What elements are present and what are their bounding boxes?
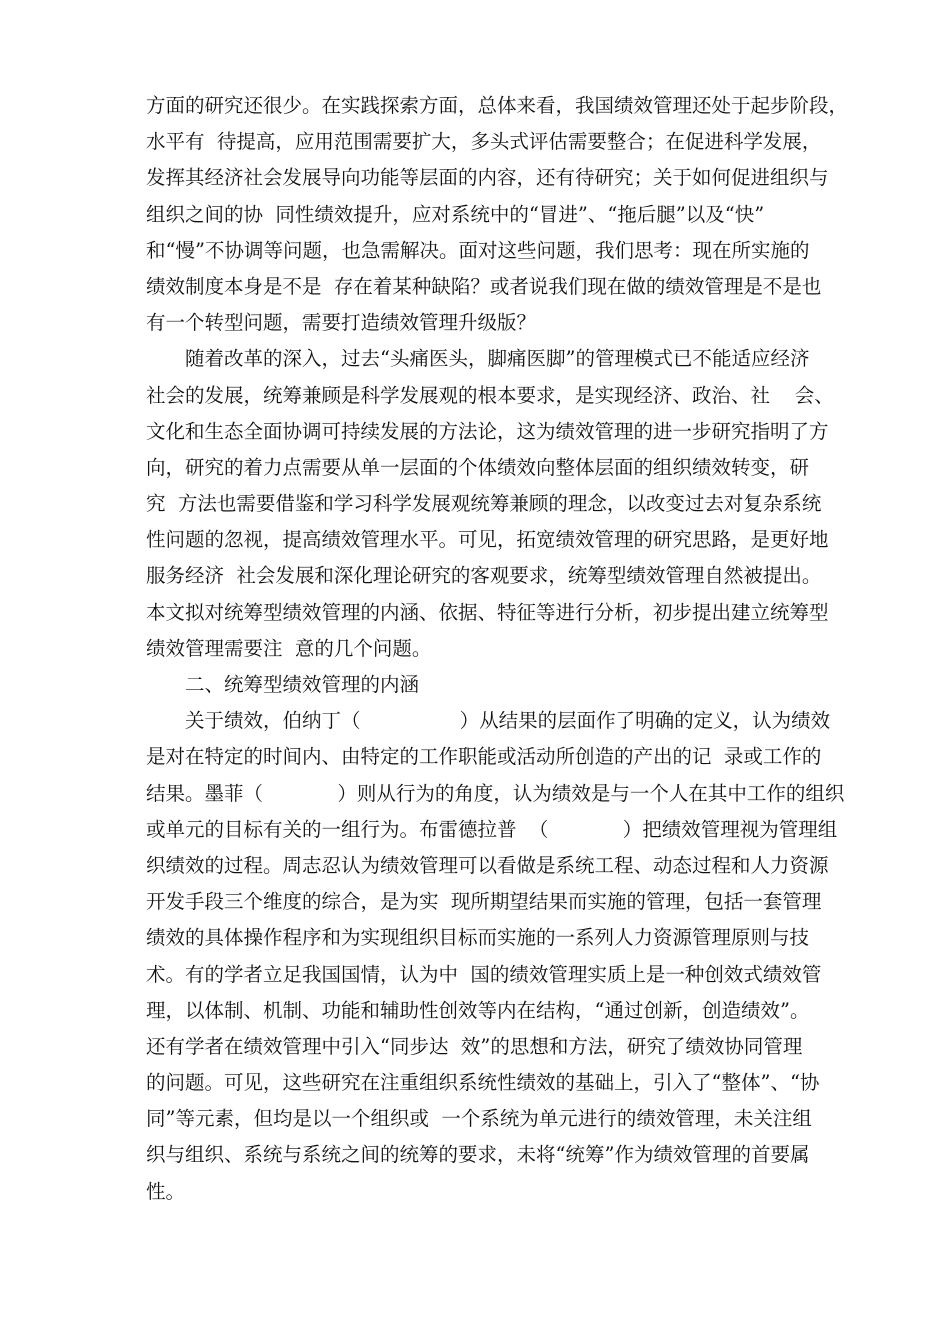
text-line: 还有学者在绩效管理中引入“同步达 效”的思想和方法，研究了绩效协同管理 [146,1034,803,1058]
text-line: 开发手段三个维度的综合，是为实 现所期望结果而实施的管理，包括一套管理 [146,890,822,914]
text-line: 绩效的具体操作程序和为实现组织目标而实施的一系列人力资源管理原则与技 [146,926,810,950]
text-line: 发挥其经济社会发展导向功能等层面的内容，还有待研究；关于如何促进组织与 [146,166,829,190]
text-line: 绩效制度本身是不是 存在着某种缺陷？或者说我们现在做的绩效管理是不是也 [146,274,822,298]
text-line: 社会的发展，统筹兼顾是科学发展观的根本要求，是实现经济、政治、社 会、 [146,383,834,407]
text-line: 术。有的学者立足我国国情，认为中 国的绩效管理实质上是一种创效式绩效管 [146,962,822,986]
paragraph-start-line: 关于绩效，伯纳丁（ ）从结果的层面作了明确的定义，认为绩效 [185,709,831,733]
text-line: 方面的研究还很少。在实践探索方面，总体来看，我国绩效管理还处于起步阶段， [146,94,849,117]
text-line: 绩效管理需要注 意的几个问题。 [146,636,432,660]
text-line: 向，研究的着力点需要从单一层面的个体绩效向整体层面的组织绩效转变，研 [146,455,810,479]
text-line: 组织之间的协 同性绩效提升，应对系统中的“冒进”、“拖后腿”以及“快” [146,202,765,226]
text-line: 理，以体制、机制、功能和辅助性创效等内在结构，“通过创新，创造绩效”。 [146,998,810,1022]
text-line: 性。 [146,1179,186,1203]
text-line: 文化和生态全面协调可持续发展的方法论，这为绩效管理的进一步研究指明了方 [146,419,829,443]
text-line: 性问题的忽视，提高绩效管理水平。可见，拓宽绩效管理的研究思路，是更好地 [146,528,829,552]
text-line: 服务经济 社会发展和深化理论研究的客观要求，统筹型绩效管理自然被提出。 [146,564,822,588]
text-line: 和“慢”不协调等问题，也急需解决。面对这些问题，我们思考：现在所实施的 [146,238,810,262]
document-page [146,88,849,1210]
text-line: 有一个转型问题，需要打造绩效管理升级版？ [146,311,537,335]
paragraph-start-line: 随着改革的深入，过去“头痛医头，脚痛医脚”的管理模式已不能适应经济 [185,347,810,371]
text-line: 同”等元素，但均是以一个组织或 一个系统为单元进行的绩效管理，未关注组 [146,1107,812,1131]
text-line: 水平有 待提高，应用范围需要扩大，多头式评估需要整合；在促进科学发展， [146,130,822,154]
text-line: 的问题。可见，这些研究在注重组织系统性绩效的基础上，引入了“整体”、“协 [146,1071,820,1095]
text-line: 织与组织、系统与系统之间的统筹的要求，未将“统筹”作为绩效管理的首要属 [146,1143,810,1167]
section-heading: 二、统筹型绩效管理的内涵 [185,673,420,696]
text-line: 是对在特定的时间内、由特定的工作职能或活动所创造的产出的记 录或工作的 [146,745,822,769]
text-line: 或单元的目标有关的一组行为。布雷德拉普 （ ）把绩效管理视为管理组 [146,817,838,841]
text-line: 织绩效的过程。周志忍认为绩效管理可以看做是系统工程、动态过程和人力资源 [146,853,829,877]
text-line: 结果。墨菲（ ）则从行为的角度，认为绩效是与一个人在其中工作的组织 [146,781,845,805]
text-line: 本文拟对统筹型绩效管理的内涵、依据、特征等进行分析，初步提出建立统筹型 [146,600,829,624]
text-line: 究 方法也需要借鉴和学习科学发展观统筹兼顾的理念，以改变过去对复杂系统 [146,492,822,516]
